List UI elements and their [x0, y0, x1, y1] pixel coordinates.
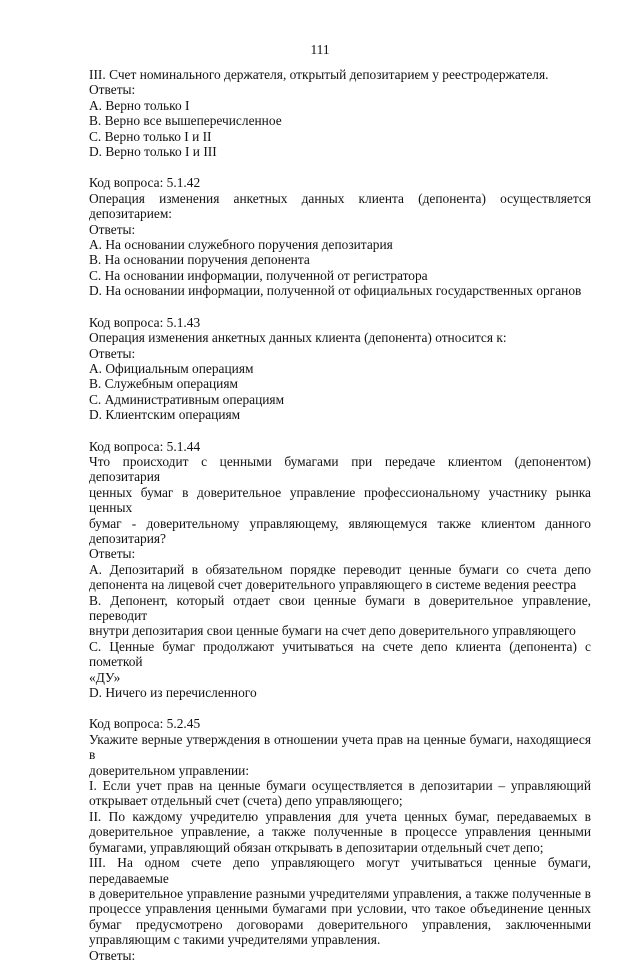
- option-b-cont: внутри депозитария свои ценные бумаги на счет депо доверительного управляющего: [89, 623, 576, 639]
- question-text-line: депозитарием:: [89, 206, 173, 222]
- option-d: D. Клиентским операциям: [89, 407, 241, 423]
- answers-label: Ответы:: [89, 947, 136, 963]
- question-text-line: Что происходит с ценными бумагами при передаче клиентом (депонентом) депозитария: [89, 453, 591, 485]
- question-text: Операция изменения анкетных данных клиента (депонента) относится к:: [89, 330, 507, 346]
- option-d: D. Верно только I и III: [89, 144, 217, 160]
- option-c: C. Административным операциям: [89, 391, 285, 407]
- statement-ii-cont: доверительное управление, а также полученные в процессе управления ценными: [89, 824, 591, 840]
- option-b: B. Верно все вышеперечисленное: [89, 113, 282, 129]
- answers-label: Ответы:: [89, 546, 136, 562]
- option-c: C. На основании информации, полученной от регистратора: [89, 267, 428, 283]
- question-code: Код вопроса: 5.1.42: [89, 175, 201, 191]
- answers-label: Ответы:: [89, 82, 136, 98]
- question-text-line: бумаг - доверительному управляющему, являющемуся также клиентом данного: [89, 515, 591, 531]
- option-a: A. На основании служебного поручения депозитария: [89, 237, 393, 253]
- option-c: C. Верно только I и II: [89, 128, 212, 144]
- answers-label: Ответы:: [89, 345, 136, 361]
- question-code: Код вопроса: 5.2.45: [89, 716, 201, 732]
- option-b: B. Депонент, который отдает свои ценные бумаги в доверительное управление, переводит: [89, 592, 591, 623]
- statement-iii-cont: бумаг предусмотрено договорами доверительного управления, заключенными: [89, 916, 591, 932]
- option-d: D. На основании информации, полученной от официальных государственных органов: [89, 283, 582, 299]
- statement-ii: II. По каждому учредителю управления для учета ценных бумаг, передаваемых в: [89, 808, 591, 824]
- question-code: Код вопроса: 5.1.44: [89, 438, 201, 454]
- answers-label: Ответы:: [89, 221, 136, 237]
- question-text-line: Операция изменения анкетных данных клиента (депонента) осуществляется: [89, 190, 591, 206]
- question-text-line: Укажите верные утверждения в отношении учета прав на ценные бумаги, находящиеся в: [89, 731, 591, 763]
- question-code: Код вопроса: 5.1.43: [89, 314, 201, 330]
- statement-ii-cont: бумагами, управляющий обязан открывать в депозитарии отдельный счет депо;: [89, 839, 544, 855]
- option-b: B. Служебным операциям: [89, 376, 238, 392]
- statement-i-cont: открывает отдельный счет (счета) депо управляющего;: [89, 793, 403, 809]
- option-b: B. На основании поручения депонента: [89, 252, 310, 268]
- statement-i: I. Если учет прав на ценные бумаги осуществляется в депозитарии – управляющий: [89, 778, 591, 794]
- option-a: A. Официальным операциям: [89, 360, 254, 376]
- question-text-line: депозитария?: [89, 530, 166, 546]
- statement-iii: III. На одном счете депо управляющего могут учитываться ценные бумаги, передаваемые: [89, 855, 591, 886]
- option-a: A. Депозитарий в обязательном порядке переводит ценные бумаги со счета депо: [89, 561, 591, 577]
- option-c-cont: «ДУ»: [89, 669, 121, 685]
- statement-iii: III. Счет номинального держателя, открытый депозитарием у реестродержателя.: [89, 67, 549, 82]
- option-c: C. Ценные бумаг продолжают учитываться на счете депо клиента (депонента) с пометкой: [89, 638, 591, 670]
- statement-iii-cont: управляющим с такими учредителями управления.: [89, 932, 381, 948]
- option-a-cont: депонента на лицевой счет доверительного управляющего в системе ведения реестра: [89, 577, 577, 593]
- page-number: 111: [310, 42, 330, 57]
- question-text-line: доверительном управлении:: [89, 762, 250, 778]
- statement-iii-cont: в доверительное управление разными учредителями управления, а также полученные в: [89, 885, 591, 901]
- statement-iii-cont: процессе управления ценными бумагами при условии, что такое объединение ценных: [89, 901, 591, 917]
- option-a: A. Верно только I: [89, 97, 190, 113]
- option-d: D. Ничего из перечисленного: [89, 685, 257, 701]
- page-content: [89, 67, 591, 963]
- question-text-line: ценных бумаг в доверительное управление профессиональному участнику рынка ценных: [89, 484, 591, 516]
